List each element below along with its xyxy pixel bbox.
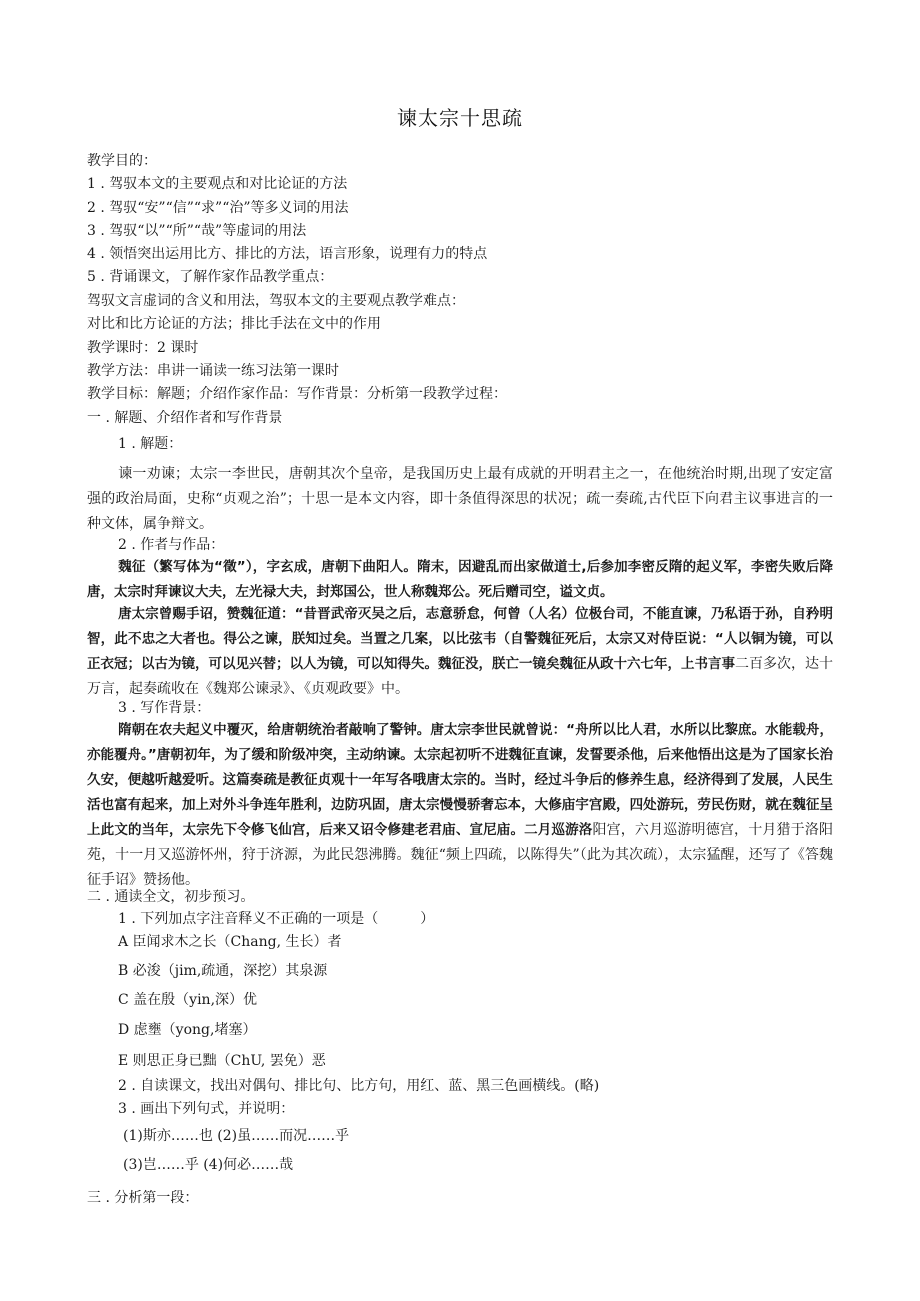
- paragraph-title-explanation-text: 谏一劝谏；太宗一李世民，唐朝其次个皇帝，是我国历史上最有成就的开明君主之一，在他统治时期,出现了安定富强的政治局面，史称“贞观之治”；十思一是本文内容，即十条值得深思的状况；疏一奏疏,古代臣下向君主议事进言的一种文体，属争辩文。: [87, 466, 833, 532]
- option-c: C 盖在殷（yin,深）优: [118, 992, 258, 1008]
- subheading-title-explanation: 1 . 解题：: [118, 436, 183, 452]
- paragraph-title-explanation: [87, 462, 833, 537]
- paragraph-author: [87, 555, 833, 605]
- option-d: D 虑壅（yong,堵塞）: [118, 1022, 257, 1038]
- paragraph-emperor-praise-bold: 唐太宗曾赐手诏，赞魏征道：“昔晋武帝灭吴之后，志意骄怠，何曾（人名）位极台司，不能直谏，乃私语于孙，自矜明智，此不忠之大者也。得公之谏，朕知过矣。当置之几案，以比弦韦（自警魏征死后，太宗又对侍臣说：“人以铜为镜，可以正衣冠；以古为镜，可以见兴替；以人为镜，可以知得失。魏征没，朕亡一镜矣魏征从政十六七年，上书言事: [87, 606, 833, 672]
- sentence-pattern-2: (3)岂……乎 (4)何必……哉: [123, 1157, 294, 1173]
- question-1: 1 . 下列加点字注音释义不正确的一项是（ ）: [118, 911, 435, 927]
- paragraph-background-rest: 阳宫，六月巡游明德宫，十月猎于洛阳苑，十一月又巡游怀州，狩于济源，为此民怨沸腾。魏征“频上四疏，以陈得失”（此为其次疏），太宗猛醒，还写了《答魏征手诏》赞扬他。: [87, 822, 834, 888]
- teaching-method-line: 教学方法：串讲一诵读一练习法第一课时: [87, 363, 339, 379]
- option-a: A 臣闻求木之长（Chang, 生长）者: [118, 934, 342, 950]
- key-points-line: 驾驭文言虚词的含义和用法，驾驭本文的主要观点教学难点：: [87, 293, 465, 309]
- sentence-pattern-1: (1)斯亦……也 (2)虽……而况……乎: [123, 1128, 350, 1144]
- paragraph-background: [87, 718, 833, 893]
- section-3-heading: 三 . 分析第一段：: [87, 1190, 199, 1206]
- objective-item-4: 4 . 领悟突出运用比方、排比的方法，语言形象，说理有力的特点: [87, 246, 488, 262]
- difficulty-line: 对比和比方论证的方法；排比手法在文中的作用: [87, 316, 381, 332]
- objective-item-3: 3 . 驾驭“以”“所”“哉”等虚词的用法: [87, 223, 307, 239]
- class-hours-line: 教学课时：2 课时: [87, 340, 199, 356]
- objective-item-1: 1 . 驾驭本文的主要观点和对比论证的方法: [87, 176, 348, 192]
- paragraph-emperor-praise-rest: 二百多次，达十万言，起奏疏收在《魏郑公谏录》、《贞观政要》中。: [87, 656, 833, 697]
- option-e: E 则思正身已黜（ChU, 罢免）恶: [118, 1053, 326, 1069]
- question-3: 3 . 画出下列句式，并说明：: [118, 1101, 295, 1117]
- question-2: 2 . 自读课文，找出对偶句、排比句、比方句，用红、蓝、黑三色画横线。(略): [118, 1078, 600, 1094]
- subheading-author-works: 2 . 作者与作品：: [118, 537, 225, 553]
- paragraph-author-text: 魏征（繁写体为“徵”），字玄成，唐朝下曲阳人。隋末，因避乱而出家做道士,后参加李密反隋的起义军，李密失败后降唐，太宗时拜谏议大夫，左光禄大夫，封郑国公，世人称魏郑公。死后赠司空，谥文贞。: [87, 559, 833, 600]
- paragraph-emperor-praise: [87, 602, 833, 702]
- document-title: 谏太宗十思疏: [397, 106, 523, 130]
- objective-item-5: 5 . 背诵课文，了解作家作品教学重点：: [87, 269, 334, 285]
- section-1-heading: 一 . 解题、介绍作者和写作背景: [87, 410, 283, 426]
- objective-item-2: 2 . 驾驭“安”“信”“求”“治”等多义词的用法: [87, 200, 349, 216]
- subheading-background: 3 . 写作背景：: [118, 700, 211, 716]
- teaching-goal-line: 教学目标：解题；介绍作家作品：写作背景：分析第一段教学过程：: [87, 386, 507, 402]
- option-b: B 必浚（jim,疏通，深挖）其泉源: [118, 963, 328, 979]
- teaching-objectives-heading: 教学目的：: [87, 153, 157, 169]
- paragraph-background-bold: 隋朝在农夫起义中覆灭，给唐朝统治者敲响了警钟。唐太宗李世民就曾说：“舟所以比人君，水所以比黎庶。水能载舟，亦能覆舟。”唐朝初年，为了缓和阶级冲突，主动纳谏。太宗起初听不进魏征直谏，发誓要杀他，后来他悟出这是为了国家长治久安，便越听越爱听。这篇奏疏是教征贞观十一年写各哦唐太宗的。当时，经过斗争后的修养生息，经济得到了发展，人民生活也富有起来，加上对外斗争连年胜利，边防巩固，唐太宗慢慢骄奢忘本，大修庙宇宫殿，四处游玩，劳民伤财，就在魏征呈上此文的当年，太宗先下令修飞仙宫，后来又诏令修建老君庙、宣尼庙。二月巡游洛: [87, 722, 833, 838]
- section-2-heading: 二 . 通读全文，初步预习。: [87, 889, 255, 905]
